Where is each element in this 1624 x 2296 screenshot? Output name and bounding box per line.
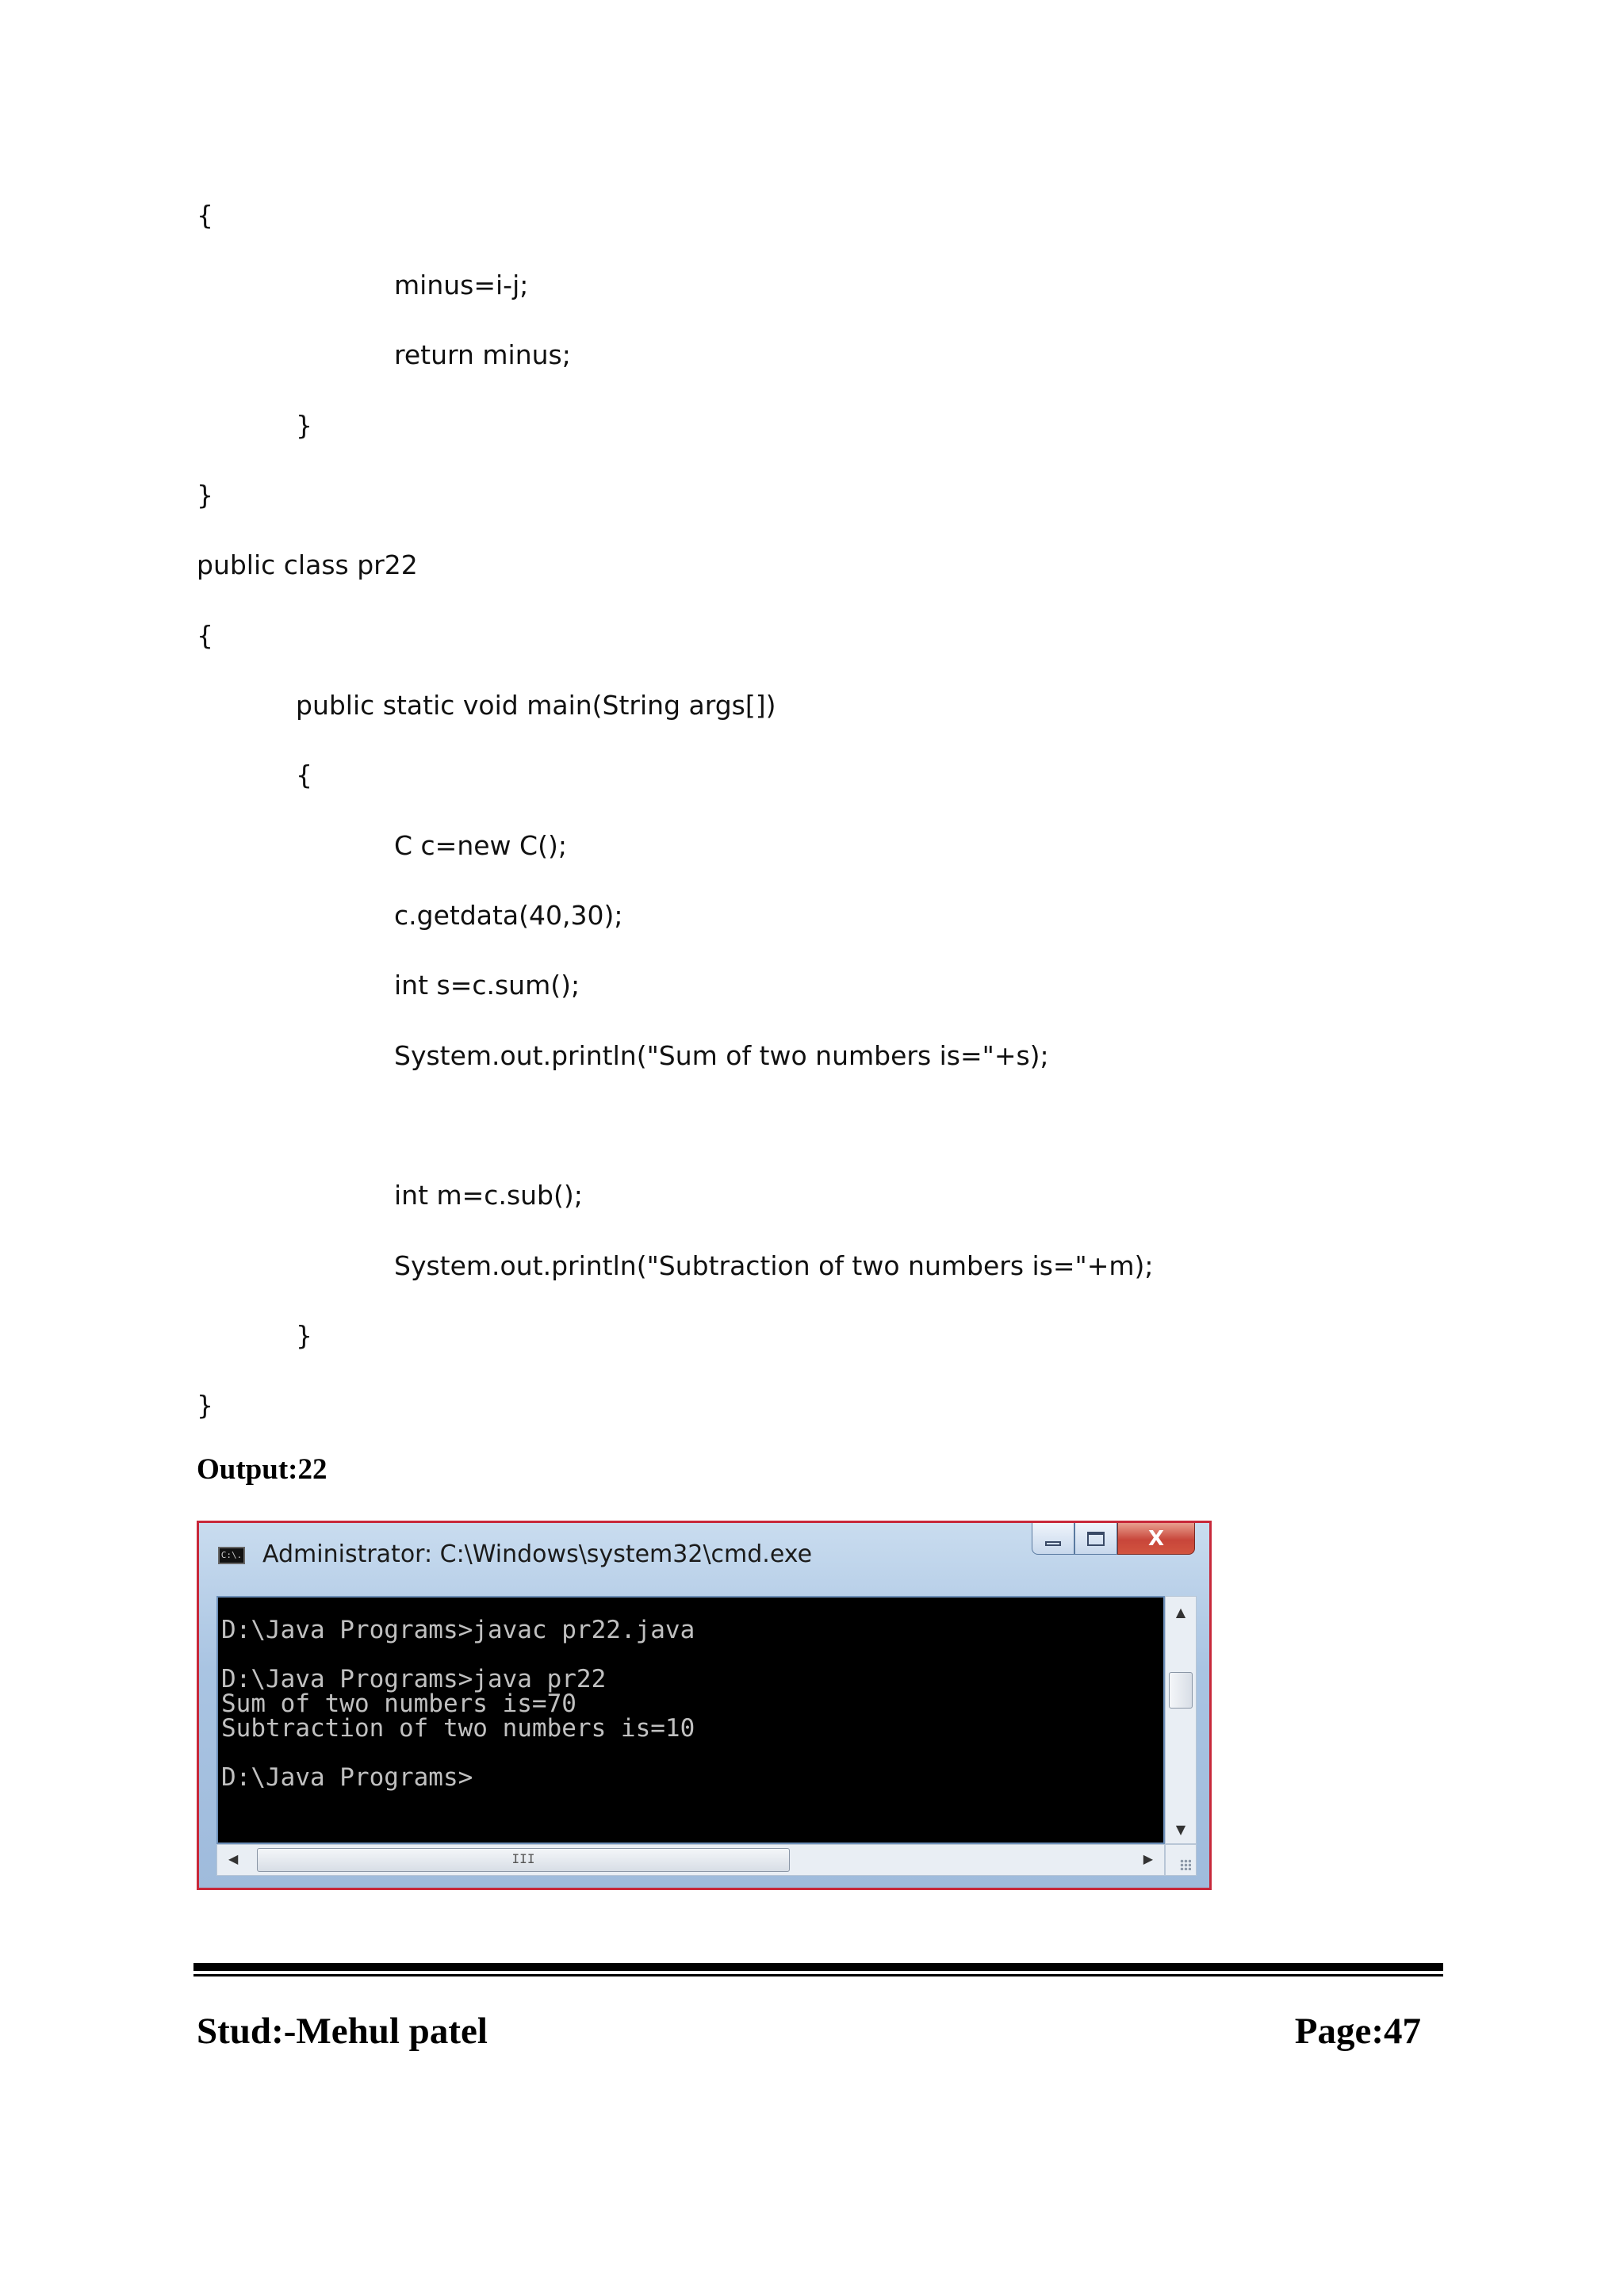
console-line: Subtraction of two numbers is=10 (221, 1714, 695, 1743)
scroll-down-icon[interactable]: ▼ (1175, 1822, 1186, 1837)
scroll-left-icon[interactable]: ◀ (228, 1851, 239, 1866)
horizontal-scrollbar[interactable] (216, 1844, 1165, 1876)
code-line: minus=i-j; (394, 270, 529, 300)
window-controls (1032, 1523, 1195, 1559)
minimize-icon (1045, 1541, 1061, 1546)
code-line: public class pr22 (197, 549, 418, 580)
code-line: } (197, 480, 213, 511)
footer-divider (193, 1963, 1443, 1971)
code-line: { (296, 760, 312, 790)
cmd-window (197, 1521, 1212, 1890)
scroll-right-icon[interactable]: ▶ (1143, 1851, 1153, 1866)
console-line: D:\Java Programs>javac pr22.java (221, 1616, 695, 1644)
cmd-window-title: Administrator: C:\Windows\system32\cmd.exe (262, 1540, 813, 1568)
close-icon: X (1147, 1526, 1165, 1551)
student-name: Stud:-Mehul patel (197, 2011, 488, 2052)
cmd-titlebar[interactable] (199, 1523, 1209, 1586)
resize-grip-icon[interactable] (1165, 1844, 1197, 1876)
code-line: { (197, 200, 213, 231)
vertical-scrollbar[interactable] (1165, 1596, 1197, 1844)
page-number: Page:47 (1294, 2011, 1421, 2052)
code-line: System.out.println("Subtraction of two numbers is="+m); (394, 1250, 1154, 1281)
console-line: D:\Java Programs>java pr22 (221, 1665, 607, 1693)
horizontal-scroll-thumb[interactable]: III (257, 1848, 790, 1872)
code-line: } (296, 1320, 312, 1351)
close-button[interactable] (1117, 1523, 1195, 1555)
console-line: D:\Java Programs> (221, 1763, 473, 1792)
cmd-icon: C:\. (218, 1547, 245, 1564)
code-line: C c=new C(); (394, 830, 567, 861)
code-line: } (296, 410, 312, 441)
code-line: int m=c.sub(); (394, 1180, 583, 1211)
footer-divider-thin (193, 1974, 1443, 1976)
code-line: } (197, 1390, 213, 1421)
minimize-button[interactable] (1032, 1523, 1074, 1555)
code-line: int s=c.sum(); (394, 970, 580, 1001)
maximize-button[interactable] (1074, 1523, 1117, 1555)
output-heading: Output:22 (197, 1453, 327, 1486)
console-line: Sum of two numbers is=70 (221, 1689, 576, 1718)
code-line: System.out.println("Sum of two numbers is="+s); (394, 1040, 1049, 1071)
console-output[interactable] (216, 1596, 1165, 1844)
code-line: c.getdata(40,30); (394, 900, 623, 931)
maximize-icon (1087, 1532, 1105, 1546)
code-line: public static void main(String args[]) (296, 690, 776, 721)
code-line: return minus; (394, 339, 571, 370)
scroll-up-icon[interactable]: ▲ (1175, 1605, 1186, 1620)
code-line: { (197, 620, 213, 651)
vertical-scroll-thumb[interactable] (1169, 1672, 1193, 1709)
